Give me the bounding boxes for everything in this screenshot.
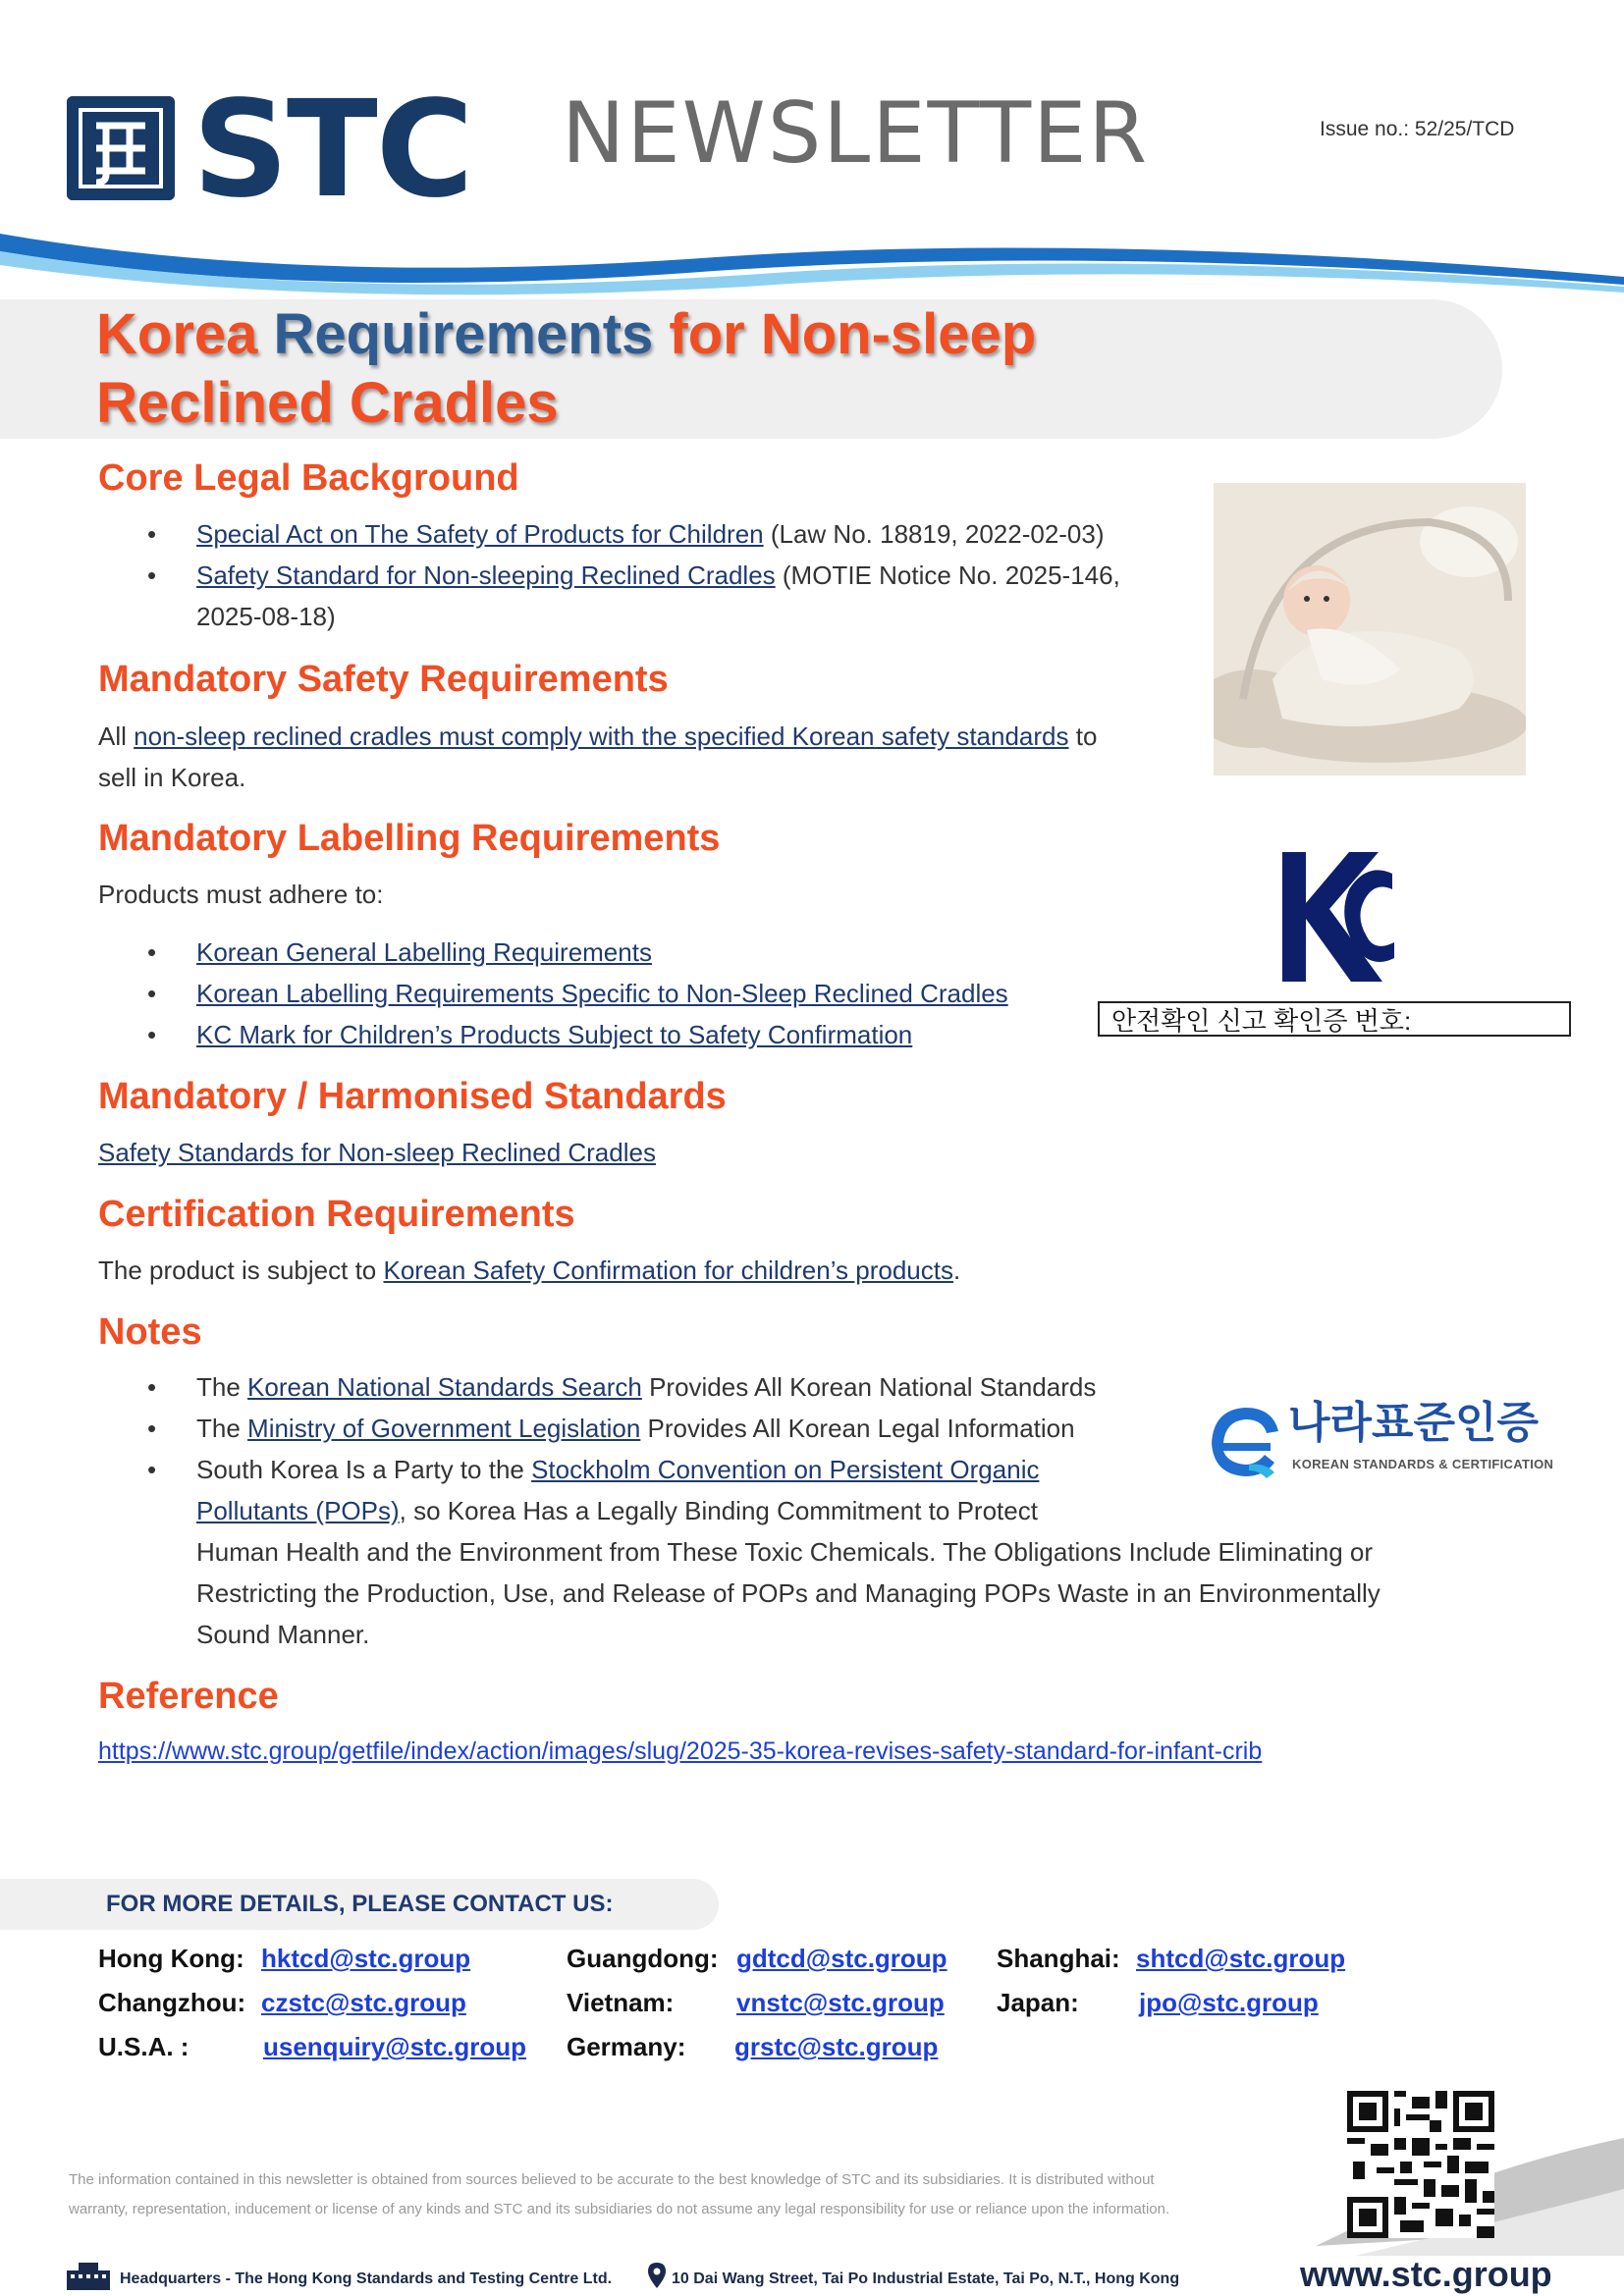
korean-standards-logo-text: 나라표준인증	[1288, 1398, 1540, 1448]
contact-label-usa: U.S.A. :	[98, 2032, 189, 2061]
contact-label-vietnam: Vietnam:	[567, 1988, 675, 2017]
standards-search-link[interactable]: Korean National Standards Search	[247, 1372, 642, 1402]
list-item: • South Korea Is a Party to the Stockholm Convention on Persistent Organic Pollutants (POPs), so Korea Has a Legally Binding Commitment to Protect Human Health and the Environment from These Toxic Chemicals. The Obligations Include Eliminating or Restricting the Production, Use, and Release of POPs and Managing POPs Waste in an Environmentally Sound Manner.	[98, 1449, 1492, 1655]
core-legal-list	[98, 513, 1198, 637]
heading-standards: Mandatory / Harmonised Standards	[98, 1076, 727, 1117]
email-vietnam[interactable]: vnstc@stc.group	[736, 1988, 945, 2017]
safety-confirmation-link[interactable]: Korean Safety Confirmation for children’s products	[383, 1255, 953, 1285]
contact-label-guangdong: Guangdong:	[567, 1944, 719, 1973]
qr-code-icon[interactable]	[1347, 2091, 1494, 2238]
pops-link[interactable]: Pollutants (POPs)	[196, 1496, 400, 1525]
list-item	[98, 932, 1139, 973]
stc-logo-mark	[67, 96, 175, 200]
kc-confirmation-label: 안전확인 신고 확인증 번호:	[1098, 1001, 1571, 1037]
kc-mark-icon	[1272, 844, 1400, 989]
notes-list	[98, 1366, 1492, 1655]
email-usa[interactable]: usenquiry@stc.group	[263, 2032, 527, 2061]
heading-safety: Mandatory Safety Requirements	[98, 659, 669, 700]
specific-labelling-link[interactable]: Korean Labelling Requirements Specific to Non-Sleep Reclined Cradles	[196, 979, 1008, 1008]
newsletter-title: NEWSLETTER	[562, 84, 1150, 183]
email-shanghai[interactable]: shtcd@stc.group	[1136, 1944, 1346, 1973]
korean-standards-e-icon	[1210, 1404, 1280, 1480]
certification-paragraph: The product is subject to Korean Safety Confirmation for children’s products.	[98, 1255, 961, 1285]
email-japan[interactable]: jpo@stc.group	[1139, 1988, 1319, 2017]
list-item	[98, 1014, 1139, 1055]
list-item: • The Korean National Standards Search Provides All Korean National Standards	[98, 1366, 1492, 1408]
cradle-product-photo	[1214, 483, 1526, 775]
kc-mark-link[interactable]: KC Mark for Children’s Products Subject to Safety Confirmation	[196, 1020, 913, 1049]
safety-requirement-link[interactable]: non-sleep reclined cradles must comply with the specified Korean safety standards	[134, 721, 1069, 751]
header-swoosh	[0, 216, 1624, 304]
list-item: • Safety Standard for Non-sleeping Reclined Cradles (MOTIE Notice No. 2025-146, 2025-08-18)	[98, 555, 1198, 637]
reference-paragraph	[98, 1731, 1262, 1772]
labelling-list	[98, 932, 1139, 1055]
contact-label-germany: Germany:	[567, 2032, 686, 2061]
disclaimer: The information contained in this newsletter is obtained from sources believed to be accurate to the best knowledge of STC and its subsidiaries. It is distributed without warranty, representation, inducement or license of any kinds and STC and its subsidiaries do not assume any legal responsibility for use or reliance upon the information.	[69, 2171, 1170, 2217]
email-germany[interactable]: grstc@stc.group	[734, 2032, 939, 2061]
contact-label-japan: Japan:	[997, 1988, 1079, 2017]
list-item	[98, 973, 1139, 1014]
safety-standard-link[interactable]: Safety Standard for Non-sleeping Reclined Cradles	[196, 561, 776, 590]
korean-standards-logo-subtitle: KOREAN STANDARDS & CERTIFICATION	[1292, 1457, 1554, 1471]
email-changzhou[interactable]: czstc@stc.group	[261, 1988, 466, 2017]
stc-logo-text: STC	[192, 73, 472, 228]
standards-paragraph	[98, 1132, 656, 1173]
page-title: Korea Requirements for Non-sleep Reclined Cradles	[96, 302, 1037, 435]
general-labelling-link[interactable]: Korean General Labelling Requirements	[196, 937, 652, 967]
contact-heading: FOR MORE DETAILS, PLEASE CONTACT US:	[106, 1891, 614, 1917]
safety-paragraph: All non-sleep reclined cradles must comply with the specified Korean safety standards to sell in Korea.	[98, 721, 1098, 792]
labelling-intro: Products must adhere to:	[98, 880, 384, 909]
contact-label-shanghai: Shanghai:	[997, 1944, 1120, 1973]
list-item: • Special Act on The Safety of Products for Children (Law No. 18819, 2022-02-03)	[98, 513, 1198, 555]
list-item: • The Ministry of Government Legislation Provides All Korean Legal Information	[98, 1408, 1492, 1449]
contact-label-hong-kong: Hong Kong:	[98, 1944, 244, 1973]
heading-certification: Certification Requirements	[98, 1194, 575, 1235]
email-guangdong[interactable]: gdtcd@stc.group	[736, 1944, 947, 1973]
email-hong-kong[interactable]: hktcd@stc.group	[261, 1944, 471, 1973]
reference-url-link[interactable]: https://www.stc.group/getfile/index/action/images/slug/2025-35-korea-revises-safety-standard-for-infant-crib	[98, 1737, 1263, 1765]
special-act-link[interactable]: Special Act on The Safety of Products for Children	[196, 519, 764, 549]
safety-standards-link[interactable]: Safety Standards for Non-sleep Reclined Cradles	[98, 1138, 656, 1167]
heading-notes: Notes	[98, 1311, 202, 1353]
headquarters-text: Headquarters - The Hong Kong Standards and Testing Centre Ltd.	[120, 2270, 613, 2287]
government-legislation-link[interactable]: Ministry of Government Legislation	[247, 1414, 641, 1443]
stockholm-convention-link[interactable]: Stockholm Convention on Persistent Organic	[531, 1455, 1040, 1484]
issue-number: Issue no.: 52/25/TCD	[1320, 118, 1515, 140]
heading-reference: Reference	[98, 1676, 279, 1717]
location-pin-icon	[648, 2263, 666, 2288]
contact-label-changzhou: Changzhou:	[98, 1988, 246, 2017]
heading-labelling: Mandatory Labelling Requirements	[98, 818, 721, 859]
website-link[interactable]: www.stc.group	[1300, 2254, 1552, 2294]
address-text: 10 Dai Wang Street, Tai Po Industrial Estate, Tai Po, N.T., Hong Kong	[672, 2270, 1180, 2287]
heading-core-legal: Core Legal Background	[98, 457, 519, 499]
headquarters-building-icon	[65, 2261, 112, 2290]
